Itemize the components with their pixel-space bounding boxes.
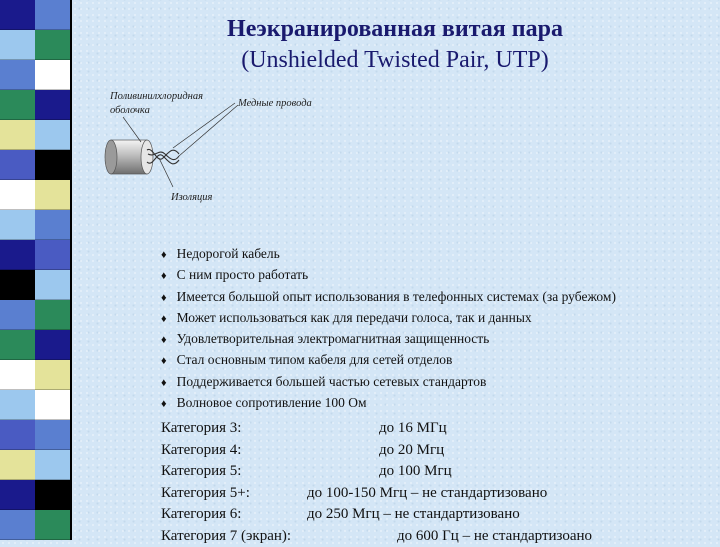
stripe-block bbox=[35, 90, 70, 120]
list-item: ♦ Может использоваться как для передачи голоса, так и данных bbox=[161, 308, 679, 329]
stripe-block bbox=[35, 60, 70, 90]
list-item: ♦ Волновое сопротивление 100 Ом bbox=[161, 393, 679, 414]
stripe-block bbox=[35, 480, 70, 510]
stripe-block bbox=[35, 270, 70, 300]
stripe-block bbox=[0, 90, 35, 120]
stripe-block bbox=[0, 180, 35, 210]
utp-cable-diagram bbox=[95, 84, 355, 209]
category-name: Категория 5: bbox=[161, 463, 241, 479]
stripe-block bbox=[0, 60, 35, 90]
category-row bbox=[161, 504, 711, 526]
stripe-block bbox=[35, 420, 70, 450]
stripe-block bbox=[0, 330, 35, 360]
stripe-block bbox=[0, 270, 35, 300]
stripe-block bbox=[0, 390, 35, 420]
category-value: до 250 Мгц – не стандартизовано bbox=[307, 504, 520, 526]
stripe-block bbox=[0, 150, 35, 180]
stripe-block bbox=[35, 0, 70, 30]
stripe-block bbox=[35, 510, 70, 540]
label-jacket-line1: Поливинилхлоридная bbox=[109, 91, 203, 102]
category-value: до 100-150 Мгц – не стандартизовано bbox=[307, 483, 547, 505]
features-list bbox=[161, 244, 679, 414]
list-item: ♦ Недорогой кабель bbox=[161, 244, 679, 265]
label-jacket-line2: оболочка bbox=[110, 105, 150, 116]
category-row bbox=[161, 440, 711, 462]
list-item: ♦ Имеется большой опыт использования в телефонных системах (за рубежом) bbox=[161, 287, 679, 308]
list-item: ♦ С ним просто работать bbox=[161, 265, 679, 286]
stripe-block bbox=[0, 120, 35, 150]
list-item: ♦ Удовлетворительная электромагнитная защищенность bbox=[161, 329, 679, 350]
stripe-block bbox=[0, 360, 35, 390]
stripe-block bbox=[0, 300, 35, 330]
category-name: Категория 4: bbox=[161, 442, 241, 458]
cable-jacket bbox=[105, 140, 153, 174]
category-row bbox=[161, 526, 711, 547]
stripe-block bbox=[35, 180, 70, 210]
category-value: до 100 Мгц bbox=[379, 461, 452, 483]
stripe-block bbox=[35, 150, 70, 180]
stripe-block bbox=[35, 210, 70, 240]
label-insulation: Изоляция bbox=[170, 192, 212, 203]
stripe-block bbox=[0, 510, 35, 540]
title-line-2: (Unshielded Twisted Pair, UTP) bbox=[80, 45, 710, 76]
stripe-block bbox=[35, 390, 70, 420]
stripe-block bbox=[0, 420, 35, 450]
category-name: Категория 6: bbox=[161, 506, 241, 522]
label-copper-wires: Медные провода bbox=[237, 98, 312, 109]
category-value: до 600 Гц – не стандартизоано bbox=[397, 526, 592, 547]
stripe-block bbox=[35, 330, 70, 360]
page-title bbox=[80, 14, 710, 76]
stripe-block bbox=[35, 120, 70, 150]
stripe-block bbox=[0, 480, 35, 510]
category-name: Категория 3: bbox=[161, 420, 241, 436]
stripe-block bbox=[35, 30, 70, 60]
stripe-block bbox=[35, 450, 70, 480]
stripe-block bbox=[0, 210, 35, 240]
stripe-block bbox=[35, 300, 70, 330]
title-line-1: Неэкранированная витая пара bbox=[80, 14, 710, 45]
category-name: Категория 7 (экран): bbox=[161, 528, 291, 544]
category-value: до 16 МГц bbox=[379, 418, 447, 440]
stripe-block bbox=[0, 30, 35, 60]
stripe-block bbox=[35, 240, 70, 270]
category-name: Категория 5+: bbox=[161, 485, 250, 501]
stripe-block bbox=[0, 450, 35, 480]
stripe-block bbox=[0, 0, 35, 30]
stripe-block bbox=[35, 360, 70, 390]
category-row bbox=[161, 418, 711, 440]
category-value: до 20 Мгц bbox=[379, 440, 444, 462]
category-row bbox=[161, 483, 711, 505]
list-item: ♦ Поддерживается большей частью сетевых стандартов bbox=[161, 372, 679, 393]
category-table bbox=[161, 418, 711, 547]
decorative-stripe bbox=[0, 0, 72, 540]
category-row bbox=[161, 461, 711, 483]
stripe-block bbox=[0, 240, 35, 270]
list-item: ♦ Стал основным типом кабеля для сетей отделов bbox=[161, 350, 679, 371]
